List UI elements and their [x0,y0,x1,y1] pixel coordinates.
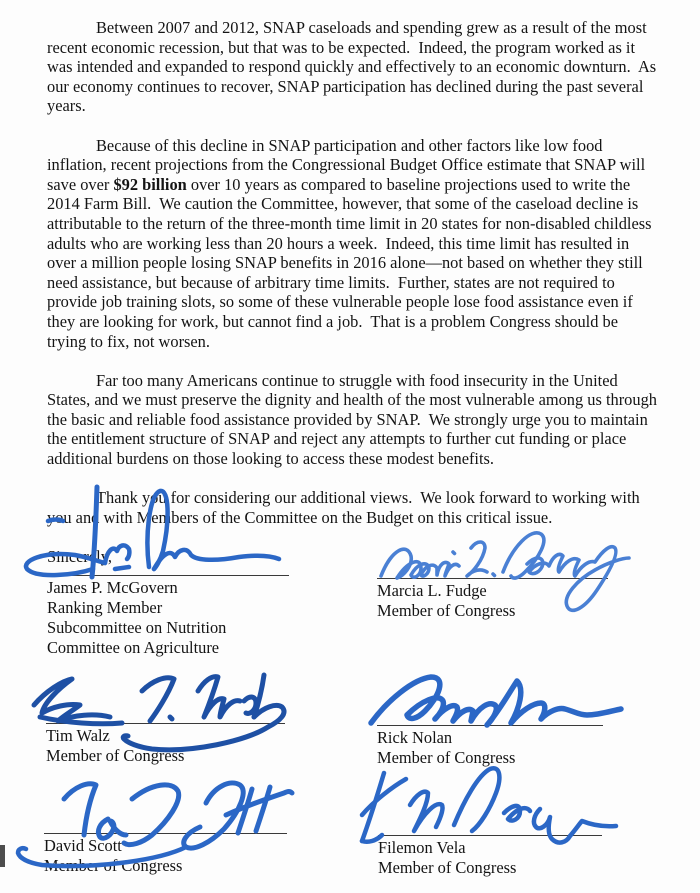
signature-block-nolan [377,725,603,768]
paragraph-food-insecurity: Far too many Americans continue to struggle with food insecurity in the United States, and we must preserve the dignity and health of the most vulnerable among us through the basic and reliable food assistance provided by SNAP. We strongly urge you to maintain the entitlement structure of SNAP and reject any attempts to further cut funding or place additional burdens on those looking to access these modest benefits. [47,370,662,469]
signer-name: David Scott [44,836,122,855]
signature-block-scott [44,833,287,876]
signer-title: Ranking Member [47,598,163,617]
signer-name: Filemon Vela [378,838,466,857]
paragraph-cbo-projections [47,136,660,352]
signature-line [47,575,289,576]
paragraph-snap-growth: Between 2007 and 2012, SNAP caseloads and spending grew as a result of the most recent economic recession, but that was to be expected. Indeed, the program worked as it was intended and expanded to respond quickly and effectively to an economic downturn. As our economy continues to recover, SNAP participation has declined during the past several years. [47,18,661,116]
paragraph-thank-you: Thank you for considering our additional views. We look forward to working with you and with Members of the Committee on the Budget on this critical issue. [47,488,644,527]
signer-title: Member of Congress [377,601,516,620]
paragraph-cbo-post: over 10 years as compared to baseline projections used to write the 2014 Farm Bill. We caution the Committee, however, that some of the caseload decline is attributable to the return of the three-month time limit in 20 states for non-disabled childless adults who are working less than 20 hours a week. Indeed, this time limit has resulted in over a million people losing SNAP benefits in 2016 alone—not based on whether they still need assistance, but because of arbitrary time limits. Further, states are not required to provide job training slots, so some of these vulnerable people lose food assistance even if they are looking for work, but cannot find a job. That is a problem Congress should be trying to fix, not worsen. [47,174,656,351]
signer-name: James P. McGovern [47,578,178,597]
signer-name: Marcia L. Fudge [377,581,487,600]
signature-line [377,725,603,726]
signer-title: Subcommittee on Nutrition [47,618,227,637]
signature-block-fudge [377,578,608,621]
signer-title: Member of Congress [46,746,185,765]
letter-body [47,18,660,567]
signature-line [378,835,602,836]
paragraph-cbo-pre: Because of this decline in SNAP participation and other factors like low food inflation, recent projections from the Congressional Budget Office estimate that SNAP will save over [47,135,650,194]
signature-line [44,833,287,834]
signer-title: Committee on Agriculture [47,638,220,657]
signer-title: Member of Congress [44,856,183,875]
closing-sincerely: Sincerely, [47,547,112,567]
signer-name: Tim Walz [46,726,110,745]
signature-block-mcgovern [47,575,289,658]
signer-name: Rick Nolan [377,728,453,747]
signer-title: Member of Congress [377,748,516,767]
signature-line [377,578,608,579]
signature-block-walz [46,723,285,766]
signature-line [46,723,285,724]
scan-edge-artifact [0,845,5,867]
bold-92-billion: $92 billion [113,174,187,194]
signature-block-vela [378,835,602,878]
signer-title: Member of Congress [378,858,517,877]
